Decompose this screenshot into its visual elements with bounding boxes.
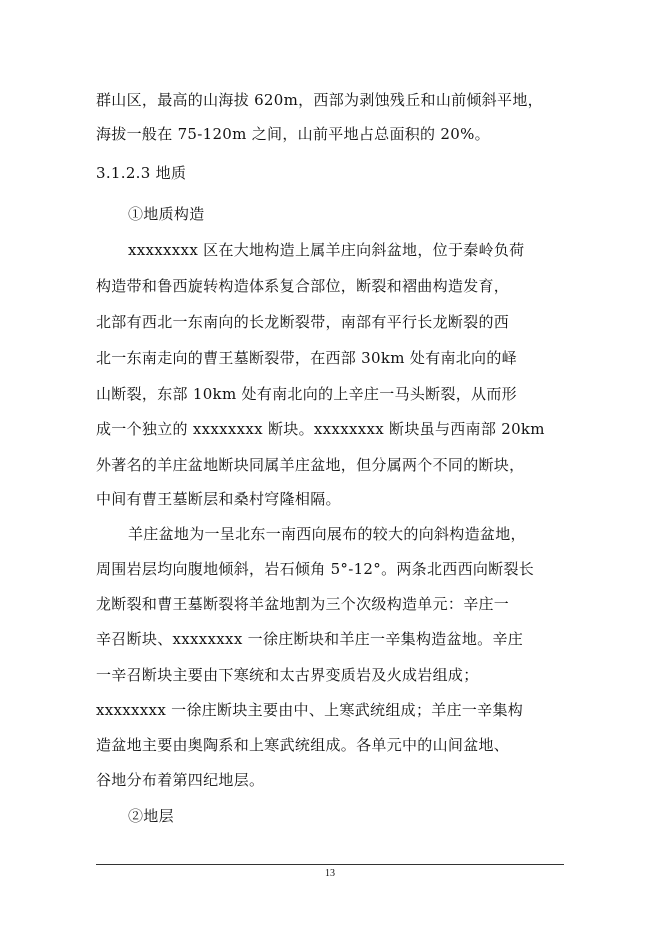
body-line-17: 一辛召断块主要由下寒统和太古界变质岩及火成岩组成；	[96, 666, 479, 684]
body-line-15: 龙断裂和曹王墓断裂将羊盆地割为三个次级构造单元：辛庄一	[96, 595, 510, 613]
body-line-11: 外著名的羊庄盆地断块同属羊庄盆地，但分属两个不同的断块，	[96, 456, 525, 474]
body-line-16: 辛召断块、xxxxxxxx 一徐庄断块和羊庄一辛集构造盆地。辛庄	[96, 630, 524, 648]
body-line-7: 北部有西北一东南向的长龙断裂带，南部有平行长龙断裂的西	[96, 313, 510, 331]
body-line-8: 北一东南走向的曹王墓断裂带，在西部 30km 处有南北向的峄	[96, 349, 517, 367]
body-line-13: 羊庄盆地为一呈北东一南西向展布的较大的向斜构造盆地，	[128, 525, 526, 543]
body-line-12: 中间有曹王墓断层和桑村穹隆相隔。	[96, 490, 341, 508]
footer-divider	[96, 864, 564, 865]
section-heading-3-1-2-3: 3.1.2.3 地质	[96, 164, 187, 182]
body-line-5: xxxxxxxx 区在大地构造上属羊庄向斜盆地，位于秦岭负荷	[128, 241, 525, 259]
body-line-18: xxxxxxxx 一徐庄断块主要由中、上寒武统组成；羊庄一辛集构	[96, 701, 524, 719]
body-line-10: 成一个独立的 xxxxxxxx 断块。xxxxxxxx 断块虽与西南部 20km	[96, 420, 545, 438]
body-line-2: 海拔一般在 75-120m 之间，山前平地占总面积的 20%。	[96, 125, 490, 143]
subheading-strata: ②地层	[128, 807, 174, 825]
body-line-19: 造盆地主要由奥陶系和上寒武统组成。各单元中的山间盆地、	[96, 736, 510, 754]
body-line-6: 构造带和鲁西旋转构造体系复合部位，断裂和褶曲构造发育，	[96, 277, 510, 295]
body-line-14: 周围岩层均向腹地倾斜，岩石倾角 5°-12°。两条北西西向断裂长	[96, 560, 535, 578]
body-line-1: 群山区，最高的山海拔 620m，西部为剥蚀残丘和山前倾斜平地，	[96, 91, 543, 109]
body-line-9: 山断裂，东部 10km 处有南北向的上辛庄一马头断裂，从而形	[96, 385, 517, 403]
subheading-geologic-structure: ①地质构造	[128, 205, 205, 223]
page-number: 13	[325, 868, 335, 879]
body-line-20: 谷地分布着第四纪地层。	[96, 771, 265, 789]
